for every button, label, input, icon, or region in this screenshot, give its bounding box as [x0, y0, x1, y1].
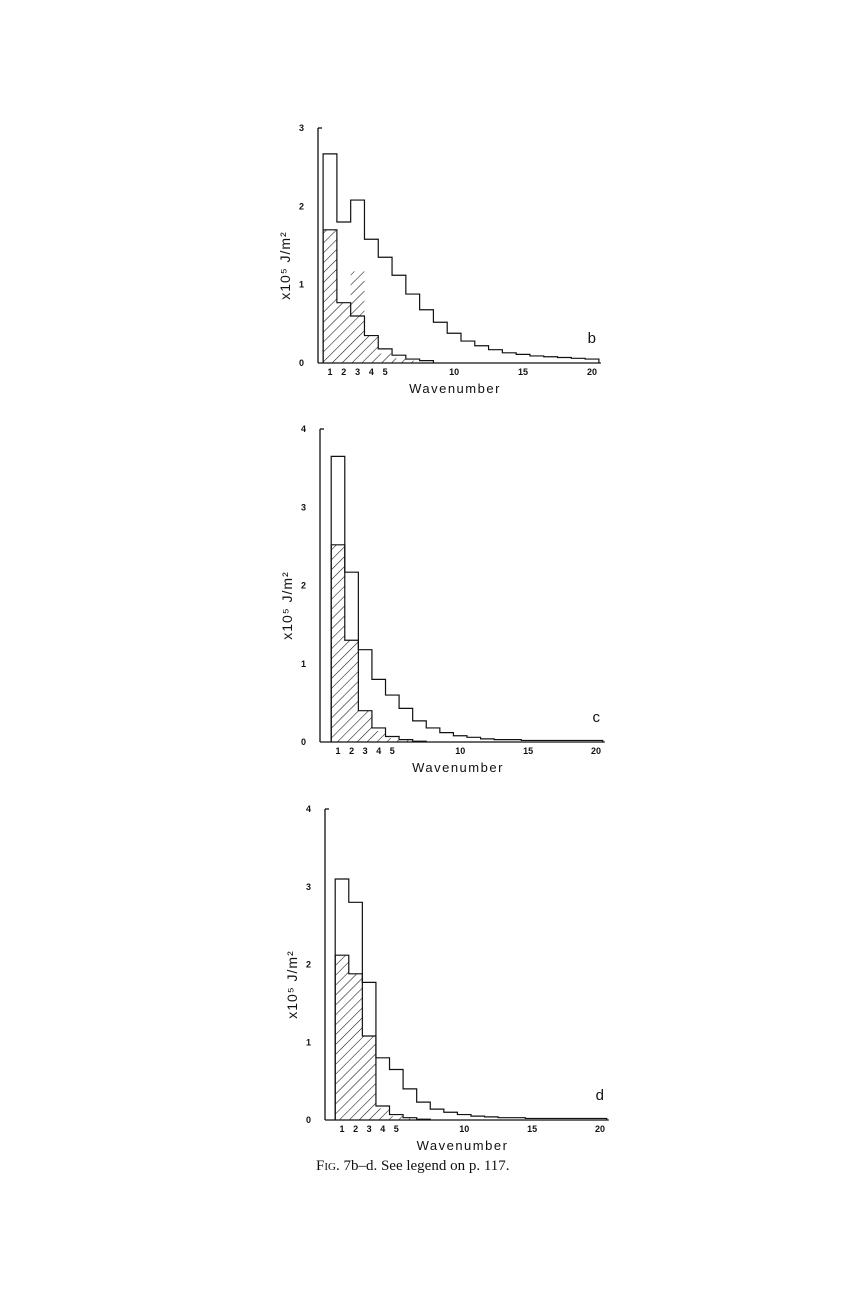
y-tick-b-1: 1 — [298, 279, 304, 290]
y-tick-d-0: 0 — [305, 1115, 311, 1125]
caption-fig: Fig. — [316, 1158, 340, 1174]
series-step-c-0 — [331, 456, 603, 742]
chart-svg-d — [258, 795, 608, 1160]
y-tick-c-0: 0 — [300, 737, 306, 747]
y-tick-d-2: 2 — [305, 959, 311, 970]
x-axis-label-c: Wavenumber — [412, 760, 504, 775]
hatched-bar-c-4 — [372, 731, 386, 742]
x-tick-d-2: 2 — [353, 1124, 359, 1134]
chart-panel-c — [258, 415, 608, 790]
hatched-bar-d-1 — [335, 955, 349, 1120]
y-tick-c-1: 1 — [300, 658, 306, 669]
chart-panel-d — [258, 795, 608, 1165]
x-tick-c-4: 4 — [376, 746, 382, 756]
y-tick-d-4: 4 — [305, 804, 311, 814]
y-tick-b-2: 2 — [298, 201, 304, 212]
x-tick-c-5: 5 — [389, 746, 395, 756]
x-tick-d-5: 5 — [393, 1124, 399, 1134]
x-tick-b-4: 4 — [368, 367, 374, 377]
x-tick-b-10: 10 — [449, 367, 460, 377]
x-tick-c-15: 15 — [523, 746, 534, 756]
hatched-bar-b-3 — [351, 271, 365, 363]
hatched-bar-b-6 — [392, 358, 406, 363]
chart-svg-b — [258, 110, 608, 396]
figure-caption — [316, 1158, 510, 1175]
x-tick-b-3: 3 — [355, 367, 361, 377]
y-axis-label-c: x10⁵ J/m² — [279, 571, 295, 640]
y-tick-b-0: 0 — [298, 358, 304, 368]
y-tick-b-3: 3 — [298, 123, 304, 133]
x-tick-c-10: 10 — [455, 746, 466, 756]
hatched-bar-b-1 — [323, 230, 337, 363]
x-tick-c-2: 2 — [349, 746, 355, 756]
x-tick-d-15: 15 — [527, 1124, 538, 1134]
y-tick-c-4: 4 — [300, 424, 306, 434]
x-tick-b-5: 5 — [382, 367, 388, 377]
panel-letter-c: c — [592, 709, 600, 726]
y-tick-c-2: 2 — [300, 580, 306, 591]
hatched-bar-b-4 — [364, 336, 378, 363]
hatched-bar-c-1 — [331, 545, 345, 742]
caption-text: 7b–d. See legend on p. 117. — [339, 1158, 510, 1174]
hatched-bar-d-3 — [362, 1036, 376, 1120]
panel-letter-d: d — [595, 1087, 604, 1104]
x-tick-d-3: 3 — [366, 1124, 372, 1134]
x-tick-b-20: 20 — [586, 367, 598, 377]
hatched-bar-d-4 — [376, 1108, 390, 1120]
x-tick-b-1: 1 — [327, 367, 333, 377]
x-tick-d-20: 20 — [594, 1124, 606, 1134]
y-tick-c-3: 3 — [300, 502, 306, 513]
x-axis-label-b: Wavenumber — [409, 381, 501, 396]
y-tick-d-3: 3 — [305, 881, 311, 892]
hatched-bar-c-3 — [358, 711, 372, 742]
x-tick-d-4: 4 — [380, 1124, 386, 1134]
y-tick-d-1: 1 — [305, 1037, 311, 1048]
y-axis-label-b: x10⁵ J/m² — [277, 231, 293, 300]
chart-panel-b — [258, 110, 608, 396]
x-tick-c-3: 3 — [362, 746, 368, 756]
x-tick-c-20: 20 — [590, 746, 602, 756]
hatched-bar-c-2 — [345, 640, 359, 742]
hatched-bar-b-5 — [378, 354, 392, 363]
x-axis-label-d: Wavenumber — [416, 1138, 509, 1153]
x-tick-c-1: 1 — [335, 746, 341, 756]
hatched-bar-d-2 — [349, 974, 363, 1120]
chart-svg-c — [258, 415, 608, 785]
x-tick-b-2: 2 — [341, 367, 347, 377]
x-tick-d-10: 10 — [459, 1124, 470, 1134]
panel-letter-b: b — [587, 330, 596, 347]
hatched-bar-b-2 — [337, 303, 351, 363]
x-tick-d-1: 1 — [339, 1124, 345, 1134]
y-axis-label-d: x10⁵ J/m² — [284, 950, 300, 1019]
x-tick-b-15: 15 — [518, 367, 529, 377]
